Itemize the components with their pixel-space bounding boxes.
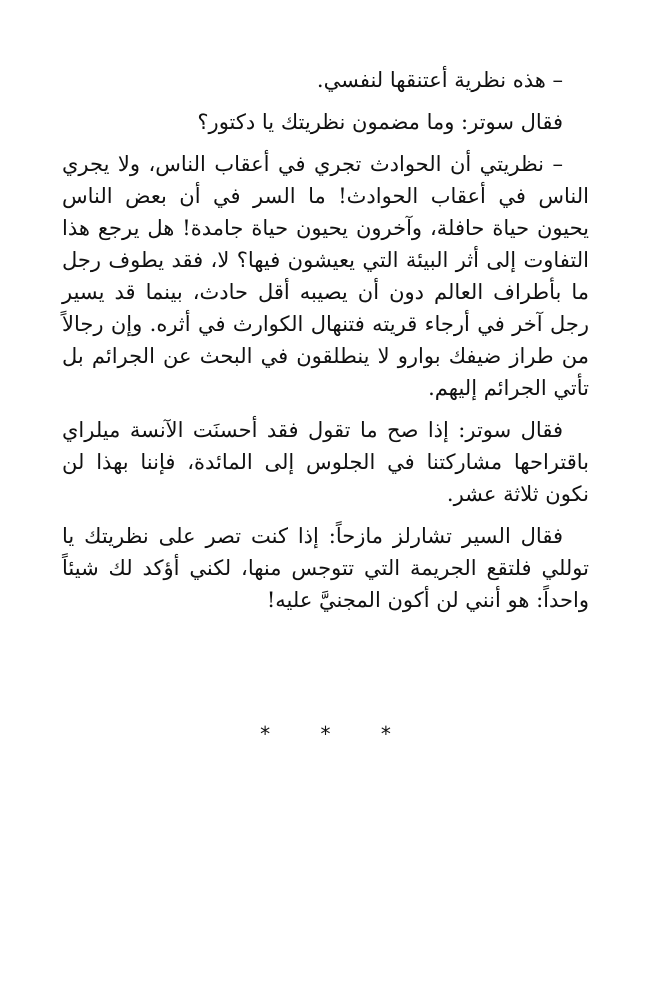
paragraph-3: – نظريتي أن الحوادث تجري في أعقاب الناس، ولا يجري الناس في أعقاب الحوادث! ما السر في أن بعض الناس يحيون حياة حافلة، وآخرون يحيون حياة جامدة! هل يرجع هذا التفاوت إلى أثر البيئة التي يعيشون فيها؟ لا، فقد يطوف رجل ما بأطراف العالم دون أن يصيبه أقل حادث، بينما قد يسير رجل آخر في أرجاء قريته فتنهال الكوارث في أثره. وإن رجالاً من طراز ضيفك بوارو لا ينطلقون في البحث عن الجرائم بل تأتي الجرائم إليهم. bbox=[62, 152, 589, 400]
page-text bbox=[62, 64, 589, 616]
paragraph-4: فقال سوتر: إذا صح ما تقول فقد أحسنَت الآنسة ميلراي باقتراحها مشاركتنا في الجلوس إلى المائدة، فإننا بهذا لن نكون ثلاثة عشر. bbox=[62, 418, 589, 506]
section-divider: * * * bbox=[260, 722, 413, 746]
paragraph-2: فقال سوتر: وما مضمون نظريتك يا دكتور؟ bbox=[197, 110, 563, 134]
paragraph-1: – هذه نظرية أعتنقها لنفسي. bbox=[316, 68, 563, 92]
paragraph-5: فقال السير تشارلز مازحاً: إذا كنت تصر على نظريتك يا توللي فلتقع الجريمة التي تتوجس منها، لكني أؤكد لك شيئاً واحداً: هو أنني لن أكون المجنيَّ عليه! bbox=[62, 524, 589, 612]
